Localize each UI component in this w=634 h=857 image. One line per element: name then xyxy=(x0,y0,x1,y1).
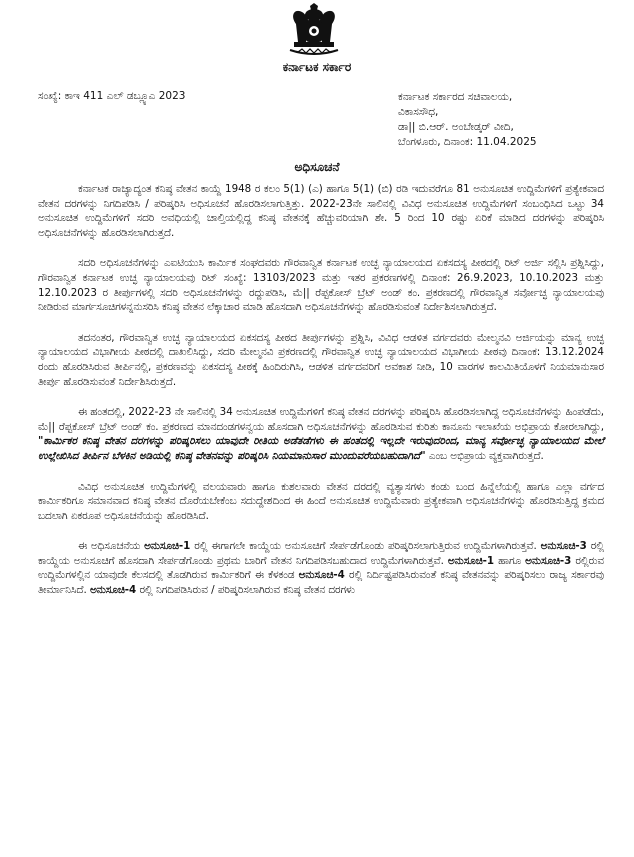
schedule-3-ref: ಅನುಸೂಚಿ-3 xyxy=(540,540,587,553)
notification-title: ಅಧಿಸೂಚನೆ xyxy=(294,160,340,174)
text-run: ರಲ್ಲಿರುವ ಉದ್ದಿಮೆಗಳಲ್ಲಿನ ಯಾವುದೇ ಕೆಲಸದಲ್ಲಿ ತೊಡಗಿರುವ ಕಾರ್ಮಿಕರಿಗೆ ಈ ಕೆಳಕಂಡ xyxy=(38,554,604,582)
schedule-3-ref: ಅನುಸೂಚಿ-3 xyxy=(525,554,572,567)
address-line: ಕರ್ನಾಟಕ ಸರ್ಕಾರದ ಸಚಿವಾಲಯ, xyxy=(398,91,513,103)
paragraph-4 xyxy=(38,405,604,463)
text-run: ರಲ್ಲಿ ಈಗಾಗಲೇ ಕಾಯ್ದೆಯ ಅನುಸೂಚಿಗೆ ಸೇರ್ಪಡೆಗೊಂಡು ಪರಿಷ್ಕರಿಸಲಾಗುತ್ತಿರುವ ಉದ್ದಿಮೆಗಳಾಗಿರುತ್ತವೆ. xyxy=(190,540,541,553)
address-date-line: ಬೆಂಗಳೂರು, ದಿನಾಂಕ: 11.04.2025 xyxy=(398,136,537,148)
schedule-1-ref: ಅನುಸೂಚಿ-1 xyxy=(447,554,495,567)
text-run: ರಲ್ಲಿ ನಿಗದಿಪಡಿಸಿರುವ / ಪರಿಷ್ಕರಿಸಲಾಗಿರುವ ಕನಿಷ್ಠ ವೇತನ ದರಗಳು xyxy=(136,584,355,597)
office-address xyxy=(398,90,537,150)
schedule-4-ref: ಅನುಸೂಚಿ-4 xyxy=(298,569,345,582)
law-department-opinion-quote: "ಕಾರ್ಮಿಕರ ಕನಿಷ್ಠ ವೇತನ ದರಗಳನ್ನು ಪರಿಷ್ಕರಿಸಲು ಯಾವುದೇ ರೀತಿಯ ಅಡೆತಡೆಗಳು ಈ ಹಂತದಲ್ಲಿ ಇಲ್ಲದೇ ಇರುವುದರಿಂದ, ಮಾನ್ಯ ಸರ್ವೋಚ್ಛ ನ್ಯಾಯಾಲಯದ ಮೇಲೆ ಉಲ್ಲೇಖಿಸಿದ ತೀರ್ಪಿನ ಬೆಳಕಿನ ಅಡಿಯಲ್ಲಿ ಕನಿಷ್ಠ ವೇತನವನ್ನು ಪರಿಷ್ಕರಿಸಿ ನಿಯಮಾನುಸಾರ ಮುಂದುವರೆಯಬಹುದಾಗಿದೆ" xyxy=(38,435,604,462)
karnataka-state-emblem-icon xyxy=(284,2,344,58)
paragraph-3: ತದನಂತರ, ಗೌರವಾನ್ವಿತ ಉಚ್ಛ ನ್ಯಾಯಾಲಯದ ಏಕಸದಸ್ಯ ಪೀಠದ ತೀರ್ಪುಗಳನ್ನು ಪ್ರಶ್ನಿಸಿ, ವಿವಿಧ ಆಡಳಿತ ವರ್ಗದವರು ಮೇಲ್ಮನವಿ ಅರ್ಜಿಯನ್ನು ಮಾನ್ಯ ಉಚ್ಛ ನ್ಯಾಯಾಲಯದ ವಿಭಾಗೀಯ ಪೀಠದಲ್ಲಿ ದಾಖಲಿಸಿದ್ದು, ಸದರಿ ಮೇಲ್ಮನವಿ ಪ್ರಕರಣದಲ್ಲಿ ಗೌರವಾನ್ವಿತ ಉಚ್ಛ ನ್ಯಾಯಾಲಯದ ವಿಭಾಗೀಯ ಪೀಠವು ದಿನಾಂಕ: 13.12.2024 ರಂದು ಹೊರಡಿಸಿರುವ ತೀರ್ಪಿನಲ್ಲಿ, ಪ್ರಕರಣವನ್ನು ಏಕಸದಸ್ಯ ಪೀಠಕ್ಕೆ ಹಿಂದಿರುಗಿಸಿ, ಆಡಳಿತ ವರ್ಗದವರಿಗೆ ಅವಕಾಶ ನೀಡಿ, 10 ವಾರಗಳ ಕಾಲಮಿತಿಯೊಳಗೆ ನಿಯಮಾನುಸಾರ ತೀರ್ಪು ಹೊರಡಿಸುವಂತೆ ನಿರ್ದೇಶಿಸಿರುತ್ತದೆ. xyxy=(38,331,604,388)
schedule-4-ref: ಅನುಸೂಚಿ-4 xyxy=(90,584,137,597)
address-line: ವಿಕಾಸಸೌಧ, xyxy=(398,106,439,118)
paragraph-6 xyxy=(38,539,604,597)
schedule-1-ref: ಅನುಸೂಚಿ-1 xyxy=(144,540,191,553)
paragraph-2: ಸದರಿ ಅಧಿಸೂಚನೆಗಳನ್ನು ಎಐಟಿಯುಸಿ ಕಾರ್ಮಿಕ ಸಂಘದವರು ಗೌರವಾನ್ವಿತ ಕರ್ನಾಟಕ ಉಚ್ಛ ನ್ಯಾಯಾಲಯದ ಏಕಸದಸ್ಯ ಪೀಠದಲ್ಲಿ ರಿಟ್ ಅರ್ಜಿ ಸಲ್ಲಿಸಿ ಪ್ರಶ್ನಿಸಿದ್ದು, ಗೌರವಾನ್ವಿತ ಕರ್ನಾಟಕ ಉಚ್ಛ ನ್ಯಾಯಾಲಯವು ರಿಟ್ ಸಂಖ್ಯೆ: 13103/2023 ಮತ್ತು ಇತರ ಪ್ರಕರಣಗಳಲ್ಲಿ ದಿನಾಂಕ: 26.9.2023, 10.10.2023 ಮತ್ತು 12.10.2023 ರ ತೀರ್ಪುಗಳಲ್ಲಿ ಸದರಿ ಅಧಿಸೂಚನೆಗಳನ್ನು ರದ್ದುಪಡಿಸಿ, ಮೆ|| ರೆಪ್ಟಕೋಸ್ ಬ್ರೆಟ್ ಅಂಡ್ ಕಂ. ಪ್ರಕರಣದಲ್ಲಿ ಗೌರವಾನ್ವಿತ ಸರ್ವೋಚ್ಛ ನ್ಯಾಯಾಲಯವು ನೀಡಿರುವ ಮಾರ್ಗಸೂಚಿಗಳನ್ನನುಸರಿಸಿ ಕನಿಷ್ಠ ವೇತನ ಲೆಕ್ಕಾಚಾರ ಮಾಡಿ ಹೊಸದಾಗಿ ಅಧಿಸೂಚನೆಗಳನ್ನು ಹೊರಡಿಸುವಂತೆ ನಿರ್ದೇಶಿಸಲಾಗಿರುತ್ತದೆ. xyxy=(38,257,604,314)
paragraph-1: ಕರ್ನಾಟಕ ರಾಜ್ಯಾದ್ಯಂತ ಕನಿಷ್ಠ ವೇತನ ಕಾಯ್ದೆ 1948 ರ ಕಲಂ 5(1) (ಎ) ಹಾಗೂ 5(1) (ಬಿ) ರಡಿ ಇದುವರೆಗೂ 81 ಅನುಸೂಚಿತ ಉದ್ದಿಮೆಗಳಿಗೆ ಪ್ರತ್ಯೇಕವಾದ ವೇತನ ದರಗಳನ್ನು ನಿಗದಿಪಡಿಸಿ / ಪರಿಷ್ಕರಿಸಿ ಅಧಿಸೂಚನೆ ಹೊರಡಿಸಲಾಗುತ್ತಿತ್ತು. 2022-23ನೇ ಸಾಲಿನಲ್ಲಿ ವಿವಿಧ ಅನುಸೂಚಿತ ಉದ್ದಿಮೆಗಳಿಗೆ ಸಂಬಂಧಿಸಿದ ಒಟ್ಟು 34 ಅನುಸೂಚಿತ ಉದ್ದಿಮೆಗಳಿಗೆ ಸದರಿ ಅವಧಿಯಲ್ಲಿ ಚಾಲ್ತಿಯಲ್ಲಿದ್ದ ಕನಿಷ್ಠ ವೇತನಕ್ಕೆ ಹೆಚ್ಚುವರಿಯಾಗಿ ಶೇ. 5 ರಿಂದ 10 ರಷ್ಟು ಏರಿಕೆ ಮಾಡಿದ ದರಗಳನ್ನು ಪರಿಷ್ಕರಿಸಿ ಅಧಿಸೂಚನೆಗಳನ್ನು ಹೊರಡಿಸಲಾಗಿರುತ್ತದೆ. xyxy=(38,183,604,239)
text-run: ಹಾಗೂ xyxy=(494,554,526,567)
government-title: ಕರ್ನಾಟಕ ಸರ್ಕಾರ xyxy=(282,60,352,74)
text-run: ರಲ್ಲಿ ಕಾಯ್ದೆಯ ಅನುಸೂಚಿಗೆ ಹೊಸದಾಗಿ ಸೇರ್ಪಡೆಗೊಂಡು ಪ್ರಥಮ ಬಾರಿಗೆ ವೇತನ ನಿಗದಿಪಡಿಸಬಹುದಾದ ಉದ್ದಿಮೆಗಳಾಗಿರುತ್ತವೆ. xyxy=(38,540,604,567)
text-run: ಈ ಅಧಿಸೂಚನೆಯ xyxy=(78,540,145,553)
paragraph-4-text: ಈ ಹಂತದಲ್ಲಿ, 2022-23 ನೇ ಸಾಲಿನಲ್ಲಿ 34 ಅನುಸೂಚಿತ ಉದ್ದಿಮೆಗಳಿಗೆ ಕನಿಷ್ಠ ವೇತನ ದರಗಳನ್ನು ಪರಿಷ್ಕರಿಸಿ ಹೊರಡಿಸಲಾಗಿದ್ದ ಅಧಿಸೂಚನೆಗಳನ್ನು ಹಿಂಪಡೆದು, ಮೆ|| ರೆಪ್ಟಕೋಸ್ ಬ್ರೆಟ್ ಅಂಡ್ ಕಂ. ಪ್ರಕರಣದ ಮಾನದಂಡಗಳನ್ವಯ ಹೊಸದಾಗಿ ಅಧಿಸೂಚನೆಗಳನ್ನು ಹೊರಡಿಸುವ ಕುರಿತು ಕಾನೂನು ಇಲಾಖೆಯ ಅಭಿಪ್ರಾಯ ಕೋರಲಾಗಿದ್ದು, xyxy=(38,406,604,433)
reference-number: ಸಂಖ್ಯೆ: ಕಾಇ 411 ಎಲ್ ಡಬ್ಲ್ಯೂಎ 2023 xyxy=(38,90,186,102)
text-run: ರಲ್ಲಿ ನಿರ್ದಿಷ್ಟಪಡಿಸಿರುವಂತೆ ಕನಿಷ್ಠ ವೇತನವನ್ನು ಪರಿಷ್ಕರಿಸಲು ರಾಜ್ಯ ಸರ್ಕಾರವು ತೀರ್ಮಾನಿಸಿದೆ. xyxy=(38,569,604,597)
paragraph-4-end: ಎಂಬ ಅಭಿಪ್ರಾಯ ವ್ಯಕ್ತವಾಗಿರುತ್ತದೆ. xyxy=(425,449,544,462)
address-line: ಡಾ|| ಬಿ.ಆರ್. ಅಂಬೇಡ್ಕರ್ ವೀದಿ, xyxy=(398,121,514,133)
paragraph-5: ವಿವಿಧ ಅನುಸೂಚಿತ ಉದ್ದಿಮೆಗಳಲ್ಲಿ ವಲಯವಾರು ಹಾಗೂ ಕುಶಲವಾರು ವೇತನ ದರದಲ್ಲಿ ವ್ಯತ್ಯಾಸಗಳು ಕಂಡು ಬಂದ ಹಿನ್ನೆಲೆಯಲ್ಲಿ ಹಾಗೂ ಎಲ್ಲಾ ವರ್ಗದ ಕಾರ್ಮಿಕರಿಗೂ ಸಮಾನವಾದ ಕನಿಷ್ಠ ವೇತನ ದೊರೆಯಬೇಕೆಂಬ ಸದುದ್ದೇಶದಿಂದ ಈ ಹಿಂದೆ ಅನುಸೂಚಿತ ಉದ್ದಿಮೆವಾರು ಪ್ರತ್ಯೇಕವಾಗಿ ಅಧಿಸೂಚನೆಗಳನ್ನು ಹೊರಡಿಸುತ್ತಿದ್ದ ಕ್ರಮದ ಬದಲಾಗಿ ಏಕರೂಪ ಅಧಿಸೂಚನೆಯನ್ನು ಹೊರಡಿಸಿದೆ. xyxy=(38,480,604,522)
notification-body xyxy=(38,182,604,614)
